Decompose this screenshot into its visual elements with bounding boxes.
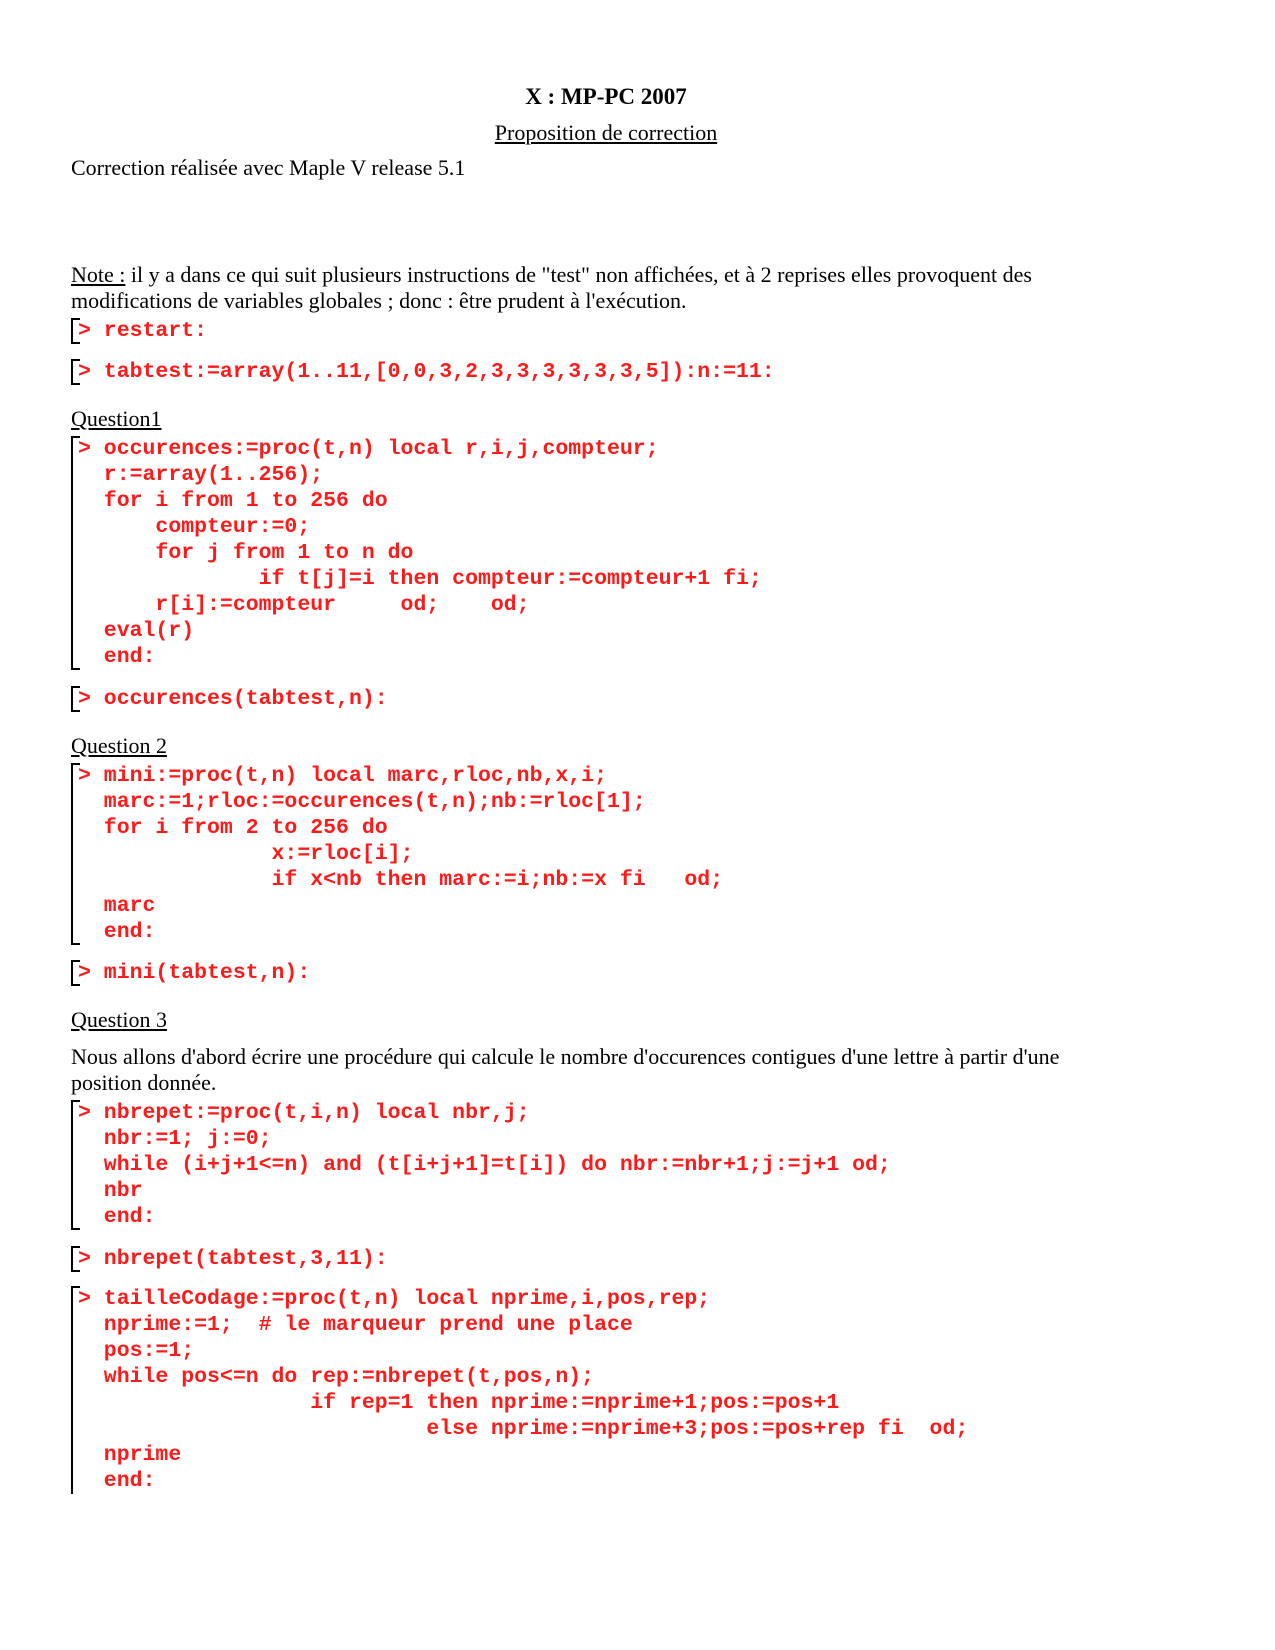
intro-text: Correction réalisée avec Maple V release 5.1 [71,155,466,180]
execution-group-bracket [71,1286,80,1494]
code-nbrepet-call[interactable]: > nbrepet(tabtest,3,11): [78,1247,388,1271]
code-mini-proc[interactable]: > mini:=proc(t,n) local marc,rloc,nb,x,i; marc:=1;rloc:=occurences(t,n);nb:=rloc[1]; for i from 2 to 256 do x:=rloc[i]; if x<nb then marc:=i;nb:=x fi od; marc end: [78,764,724,944]
execution-group-bracket [71,318,80,344]
execution-group-bracket [71,359,80,385]
code-block-taillecodage[interactable] [71,1286,1221,1494]
code-block-occurences-call[interactable] [71,686,1221,712]
execution-group-bracket [71,686,80,712]
question-3-text: Nous allons d'abord écrire une procédure qui calcule le nombre d'occurences contigues d'une lettre à partir d'une position donnée. [71,1044,1060,1095]
code-block-nbrepet-call[interactable] [71,1246,1221,1272]
code-nbrepet-proc[interactable]: > nbrepet:=proc(t,i,n) local nbr,j; nbr:=1; j:=0; while (i+j+1<=n) and (t[i+j+1]=t[i]) do nbr:=nbr+1;j:=j+1 od; nbr end: [78,1101,891,1229]
code-tabtest[interactable]: > tabtest:=array(1..11,[0,0,3,2,3,3,3,3,3,3,5]):n:=11: [78,360,775,384]
question-3-heading: Question 3 [71,1007,167,1032]
note-paragraph [71,262,1131,314]
execution-group-bracket [71,436,80,670]
code-occurences-call[interactable]: > occurences(tabtest,n): [78,687,388,711]
page-subtitle [0,120,1212,146]
question-2-heading: Question 2 [71,733,167,758]
code-block-mini[interactable] [71,763,1221,945]
execution-group-bracket [71,960,80,986]
code-block-tabtest[interactable] [71,359,1221,385]
code-block-occurences[interactable] [71,436,1221,670]
code-block-restart[interactable] [71,318,1221,344]
page-title: X : MP-PC 2007 [525,84,687,109]
execution-group-bracket [71,1100,80,1230]
execution-group-bracket [71,763,80,945]
note-text: il y a dans ce qui suit plusieurs instructions de "test" non affichées, et à 2 reprises elles provoquent des modifications de variables globales ; donc : être prudent à l'exécution. [71,262,1032,313]
subtitle-text: Proposition de correction [494,120,718,145]
code-occurences-proc[interactable]: > occurences:=proc(t,n) local r,i,j,compteur; r:=array(1..256); for i from 1 to 256 do compteur:=0; for j from 1 to n do if t[j]=i then compteur:=compteur+1 fi; r[i]:=compteur od; od; eval(r) end: [78,437,762,669]
execution-group-bracket [71,1246,80,1272]
code-mini-call[interactable]: > mini(tabtest,n): [78,961,311,985]
code-block-nbrepet[interactable] [71,1100,1221,1230]
code-taillecodage-proc[interactable]: > tailleCodage:=proc(t,n) local nprime,i,pos,rep; nprime:=1; # le marqueur prend une place pos:=1; while pos<=n do rep:=nbrepet(t,pos,n); if rep=1 then nprime:=nprime+1;pos:=pos+1 else nprime:=nprime+3;pos:=pos+rep fi od; nprime end: [78,1287,969,1493]
question-1-heading: Question1 [71,406,162,431]
code-restart[interactable]: > restart: [78,319,208,343]
code-block-mini-call[interactable] [71,960,1221,986]
note-label: Note : [71,262,126,287]
